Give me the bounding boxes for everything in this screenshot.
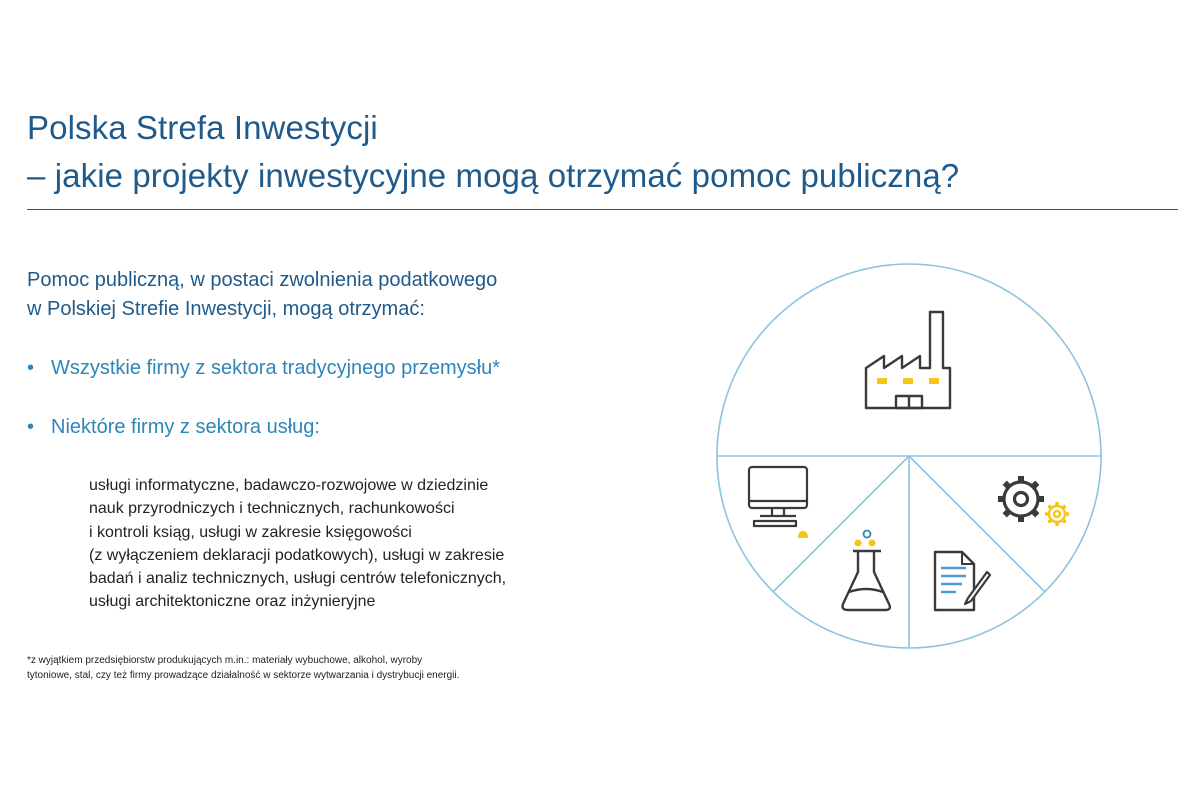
computer-icon [749,467,807,526]
intro-line-1: Pomoc publiczną, w postaci zwolnienia podatkowego [27,269,498,291]
sector-diagram [700,240,1120,670]
footnote [27,653,459,683]
gears-icon [998,476,1069,526]
intro-text [27,266,497,324]
bullet-text: Niektóre firmy z sektora usług: [51,416,320,438]
footnote-line-2: tytoniowe, stal, czy też firmy prowadzące działalność w sektorze wytwarzania i dystrybucji energii. [27,670,460,681]
flask-bubbles [855,531,876,547]
services-line: (z wyłączeniem deklaracji podatkowych), usługi w zakresie [89,546,505,564]
diagram-outline [717,264,1101,648]
services-list [89,474,506,614]
title-line-1: Polska Strefa Inwestycji [27,109,378,146]
bullet-text: Wszystkie firmy z sektora tradycyjnego przemysłu* [51,357,501,379]
title-line-2: – jakie projekty inwestycyjne mogą otrzymać pomoc publiczną? [27,157,960,194]
flask-icon [843,551,890,610]
bullet-marker: • [27,416,35,438]
bullet-marker: • [27,357,35,379]
factory-windows [877,378,939,384]
bullet-services [27,416,320,439]
bullet-industry [27,357,500,380]
footnote-line-1: *z wyjątkiem przedsiębiorstw produkujących m.in.: materiały wybuchowe, alkohol, wyroby [27,655,423,666]
document-pen-icon [935,552,990,610]
mouse-shape [798,531,808,538]
intro-line-2: w Polskiej Strefie Inwestycji, mogą otrzymać: [27,298,425,320]
factory-icon [866,312,950,408]
services-line: i kontroli ksiąg, usługi w zakresie księgowości [89,523,412,541]
page-title [27,104,959,200]
services-line: nauk przyrodniczych i technicznych, rachunkowości [89,500,455,518]
services-line: usługi informatyczne, badawczo-rozwojowe w dziedzinie [89,477,489,494]
title-divider [27,209,1178,210]
services-line: badań i analiz technicznych, usługi centrów telefonicznych, [89,570,507,588]
services-line: usługi architektoniczne oraz inżynieryjne [89,593,376,611]
